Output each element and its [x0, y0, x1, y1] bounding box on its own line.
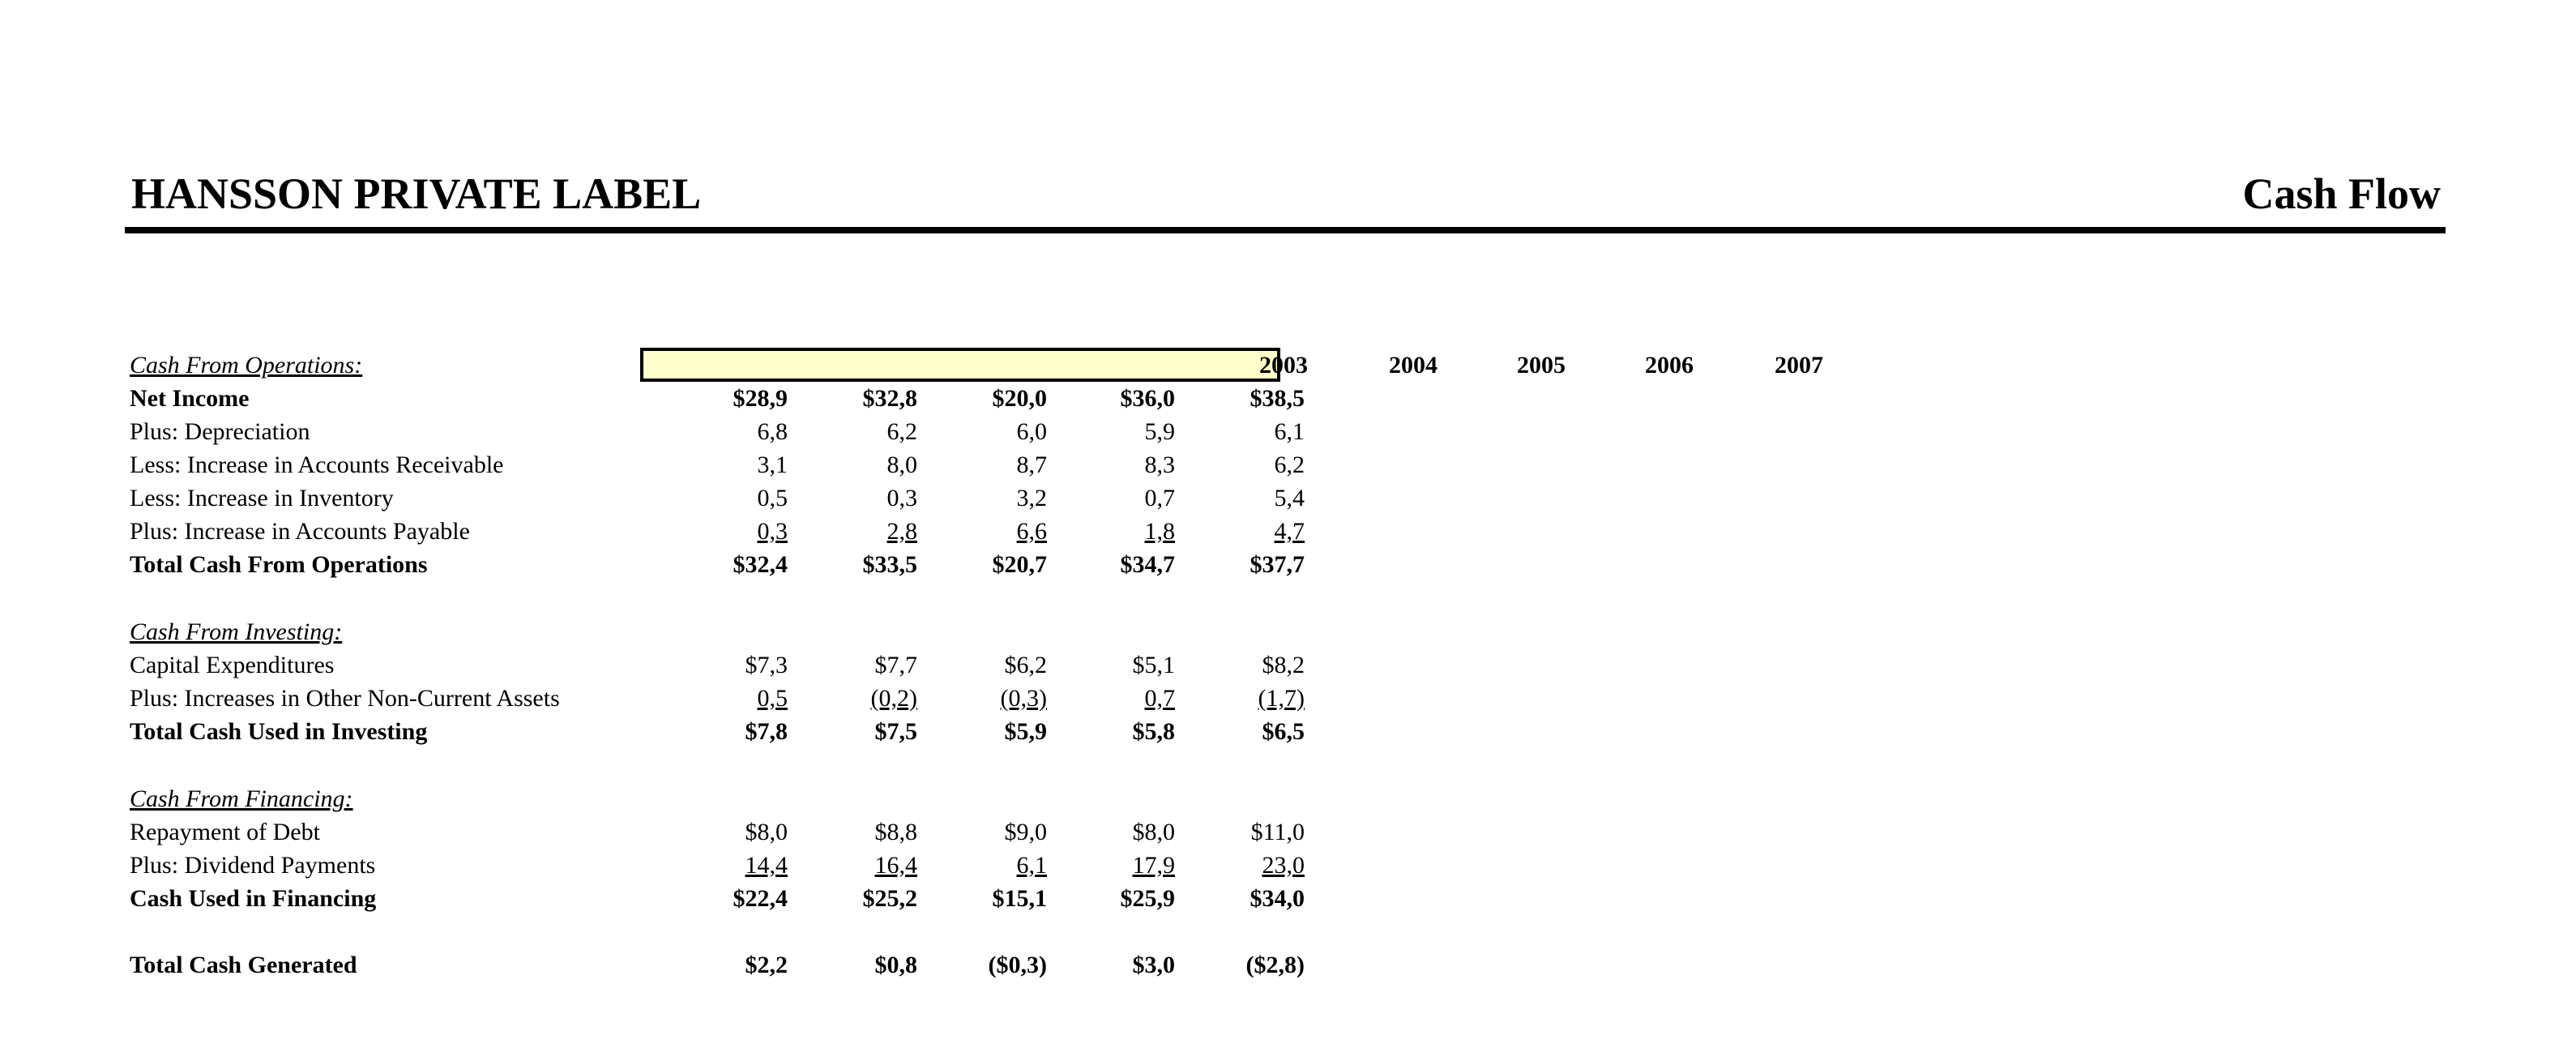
value-cell: 6,6 [1016, 518, 1047, 545]
value-cell: $6,2 [1004, 652, 1047, 678]
section-heading: Cash From Financing: [130, 785, 353, 812]
value-cell: $34,7 [1120, 551, 1175, 578]
value-cell: $32,8 [862, 385, 917, 412]
table-row [130, 682, 1305, 715]
table-row [130, 481, 1305, 515]
value-cell: $8,0 [745, 819, 788, 845]
value-cell: $25,2 [862, 885, 917, 912]
year-header: 2004 [1389, 352, 1438, 379]
row-label: Less: Increase in Inventory [130, 485, 394, 511]
value-cell: $38,5 [1250, 385, 1305, 412]
value-cell: 5,9 [1144, 418, 1175, 445]
value-cell: $7,8 [745, 718, 788, 745]
value-cell: 23,0 [1262, 852, 1305, 879]
value-cell: 0,3 [886, 485, 917, 511]
value-cell: $11,0 [1250, 819, 1305, 845]
value-cell: 6,2 [886, 418, 917, 445]
value-cell: (0,3) [1000, 685, 1047, 712]
value-cell: 6,1 [1274, 418, 1305, 445]
value-cell: $0,8 [874, 952, 917, 978]
row-label: Total Cash Used in Investing [130, 718, 428, 745]
value-cell: 0,7 [1144, 485, 1175, 511]
section-row [130, 615, 1280, 648]
value-cell: 3,1 [757, 451, 788, 478]
section-heading: Cash From Operations: [130, 352, 363, 379]
report-title: Cash Flow [2242, 169, 2441, 218]
value-cell: 0,7 [1144, 685, 1175, 712]
value-cell: $8,8 [874, 819, 917, 845]
value-cell: $25,9 [1120, 885, 1175, 912]
value-cell: $22,4 [733, 885, 788, 912]
value-cell: 8,7 [1016, 451, 1047, 478]
value-cell: 6,0 [1016, 418, 1047, 445]
value-cell: $2,2 [745, 952, 788, 978]
value-cell: 5,4 [1274, 485, 1305, 511]
section-row [130, 349, 1280, 382]
value-cell: 4,7 [1274, 518, 1305, 545]
value-cell: 17,9 [1132, 852, 1175, 879]
row-label: Plus: Depreciation [130, 418, 310, 445]
value-cell: $7,7 [874, 652, 917, 678]
value-cell: $5,8 [1132, 718, 1175, 745]
table-row [130, 948, 1305, 982]
value-cell: 1,8 [1144, 518, 1175, 545]
value-cell: $36,0 [1120, 385, 1175, 412]
value-cell: $37,7 [1250, 551, 1305, 578]
value-cell: 6,2 [1274, 451, 1305, 478]
year-header: 2003 [1259, 352, 1308, 379]
row-label: Repayment of Debt [130, 819, 320, 845]
value-cell: $33,5 [862, 551, 917, 578]
year-header: 2007 [1775, 352, 1823, 379]
value-cell: 3,2 [1016, 485, 1047, 511]
value-cell: $7,3 [745, 652, 788, 678]
year-header: 2005 [1517, 352, 1566, 379]
table-row [130, 382, 1305, 415]
value-cell: 0,5 [757, 685, 788, 712]
row-label: Plus: Increase in Accounts Payable [130, 518, 470, 545]
value-cell: 6,1 [1016, 852, 1047, 879]
value-cell: (1,7) [1258, 685, 1305, 712]
value-cell: 0,5 [757, 485, 788, 511]
table-row [130, 648, 1305, 682]
value-cell: 16,4 [874, 852, 917, 879]
table-row [130, 415, 1305, 448]
section-heading: Cash From Investing: [130, 618, 343, 645]
value-cell: $9,0 [1004, 819, 1047, 845]
value-cell: 8,3 [1144, 451, 1175, 478]
row-label: Total Cash Generated [130, 952, 357, 978]
value-cell: $6,5 [1262, 718, 1305, 745]
row-label: Total Cash From Operations [130, 551, 428, 578]
section-row [130, 782, 1280, 815]
header-rule [125, 227, 2446, 233]
value-cell: (0,2) [870, 685, 917, 712]
year-header: 2006 [1645, 352, 1694, 379]
value-cell: $20,0 [992, 385, 1047, 412]
value-cell: $20,7 [992, 551, 1047, 578]
value-cell: $15,1 [992, 885, 1047, 912]
table-row [130, 849, 1305, 882]
table-row [130, 715, 1305, 748]
table-row [130, 548, 1305, 581]
row-label: Capital Expenditures [130, 652, 335, 678]
value-cell: $32,4 [733, 551, 788, 578]
value-cell: 14,4 [745, 852, 788, 879]
value-cell: ($2,8) [1245, 952, 1305, 978]
company-name: HANSSON PRIVATE LABEL [131, 169, 702, 218]
value-cell: 0,3 [757, 518, 788, 545]
row-label: Net Income [130, 385, 250, 412]
table-row [130, 815, 1305, 849]
value-cell: 2,8 [886, 518, 917, 545]
value-cell: $3,0 [1132, 952, 1175, 978]
value-cell: $28,9 [733, 385, 788, 412]
value-cell: 8,0 [886, 451, 917, 478]
row-label: Plus: Dividend Payments [130, 852, 376, 879]
report-header [131, 169, 2441, 227]
row-label: Cash Used in Financing [130, 885, 377, 912]
value-cell: $5,9 [1004, 718, 1047, 745]
value-cell: 6,8 [757, 418, 788, 445]
value-cell: $8,2 [1262, 652, 1305, 678]
value-cell: ($0,3) [988, 952, 1047, 978]
value-cell: $7,5 [874, 718, 917, 745]
value-cell: $34,0 [1250, 885, 1305, 912]
row-label: Less: Increase in Accounts Receivable [130, 451, 504, 478]
table-row [130, 882, 1305, 915]
table-row [130, 448, 1305, 481]
row-label: Plus: Increases in Other Non-Current Assets [130, 685, 560, 712]
value-cell: $5,1 [1132, 652, 1175, 678]
value-cell: $8,0 [1132, 819, 1175, 845]
table-row [130, 515, 1305, 548]
